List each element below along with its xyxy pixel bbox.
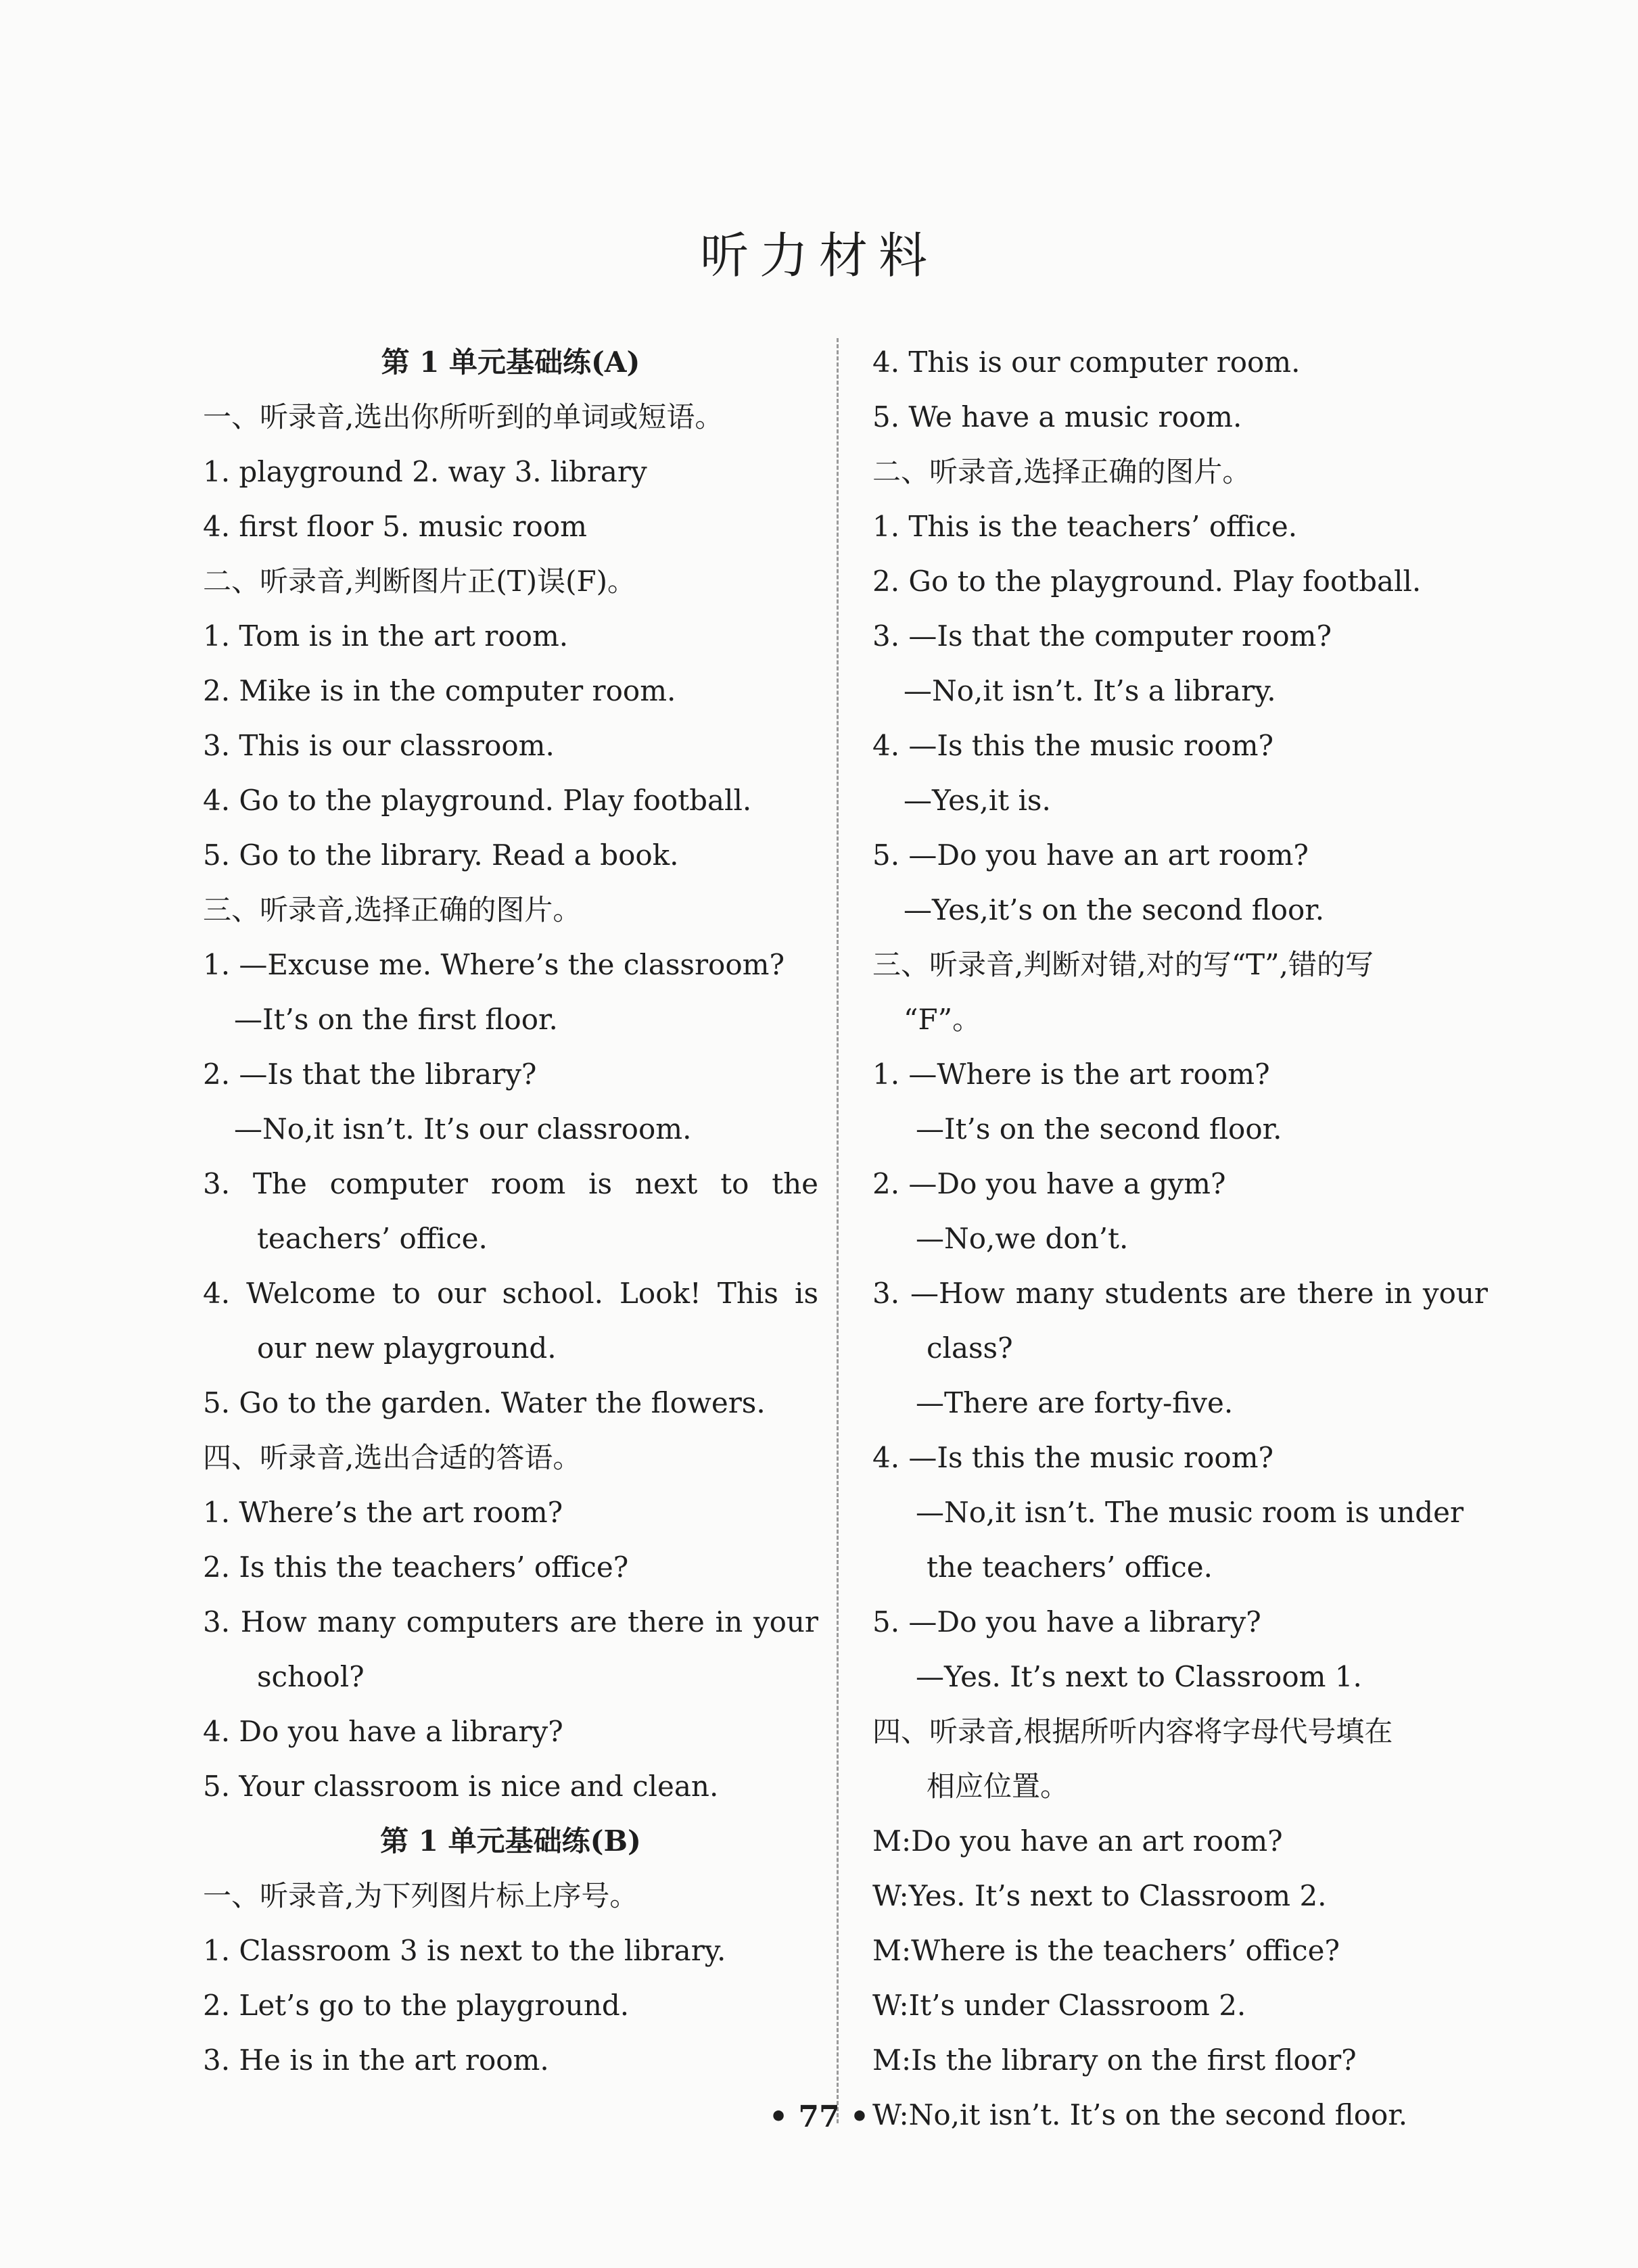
text-line: 4. —Is this the music room? <box>872 729 1274 762</box>
text-line: “F”。 <box>904 1003 981 1036</box>
text-line: class? <box>927 1331 1013 1365</box>
text-line: 1. playground 2. way 3. library <box>203 455 647 488</box>
page-title: 听力材料 <box>699 227 938 284</box>
exercise-instruction: 三、听录音,选择正确的图片。 <box>203 893 582 926</box>
exercise-instruction: 四、听录音,选出合适的答语。 <box>203 1441 582 1474</box>
text-line: M:Where is the teachers’ office? <box>872 1934 1340 1967</box>
text-line: —No,we don’t. <box>916 1222 1129 1255</box>
exercise-instruction: 一、听录音,选出你所听到的单词或短语。 <box>203 400 724 433</box>
text-line: —No,it isn’t. It’s a library. <box>904 674 1276 707</box>
text-line: 5. —Do you have an art room? <box>872 838 1309 872</box>
text-line: teachers’ office. <box>257 1222 488 1255</box>
text-line: 3. —Is that the computer room? <box>872 619 1332 653</box>
text-line: 4. Go to the playground. Play football. <box>203 784 752 817</box>
text-line: 5. Go to the garden. Water the flowers. <box>203 1386 766 1419</box>
text-line: 1. Where’s the art room? <box>203 1496 563 1529</box>
text-line: —There are forty-five. <box>916 1386 1234 1419</box>
page-number: • 77 • <box>768 2100 870 2134</box>
text-line: 5. Your classroom is nice and clean. <box>203 1770 719 1803</box>
text-line: W:Yes. It’s next to Classroom 2. <box>872 1879 1327 1912</box>
text-line: 3. He is in the art room. <box>203 2043 549 2077</box>
text-line: 4. Welcome to our school. Look! This is <box>203 1277 818 1310</box>
text-line: 2. —Do you have a gym? <box>872 1167 1226 1200</box>
column-divider <box>837 338 839 2123</box>
text-line: —It’s on the first floor. <box>234 1003 558 1036</box>
text-line: 1. —Excuse me. Where’s the classroom? <box>203 948 785 981</box>
section-heading: 第 1 单元基础练(A) <box>381 346 640 379</box>
text-line: 相应位置。 <box>927 1770 1069 1803</box>
text-line: the teachers’ office. <box>927 1551 1213 1584</box>
text-line: —It’s on the second floor. <box>916 1112 1282 1145</box>
text-line: —Yes,it is. <box>904 784 1051 817</box>
text-line: 3. How many computers are there in your <box>203 1605 818 1638</box>
text-line: 4. This is our computer room. <box>872 346 1301 379</box>
text-line: 2. —Is that the library? <box>203 1058 537 1091</box>
text-line: our new playground. <box>257 1331 557 1365</box>
section-heading: 第 1 单元基础练(B) <box>380 1824 641 1858</box>
text-line: 5. Go to the library. Read a book. <box>203 838 679 872</box>
text-line: 4. —Is this the music room? <box>872 1441 1274 1474</box>
text-line: 2. Go to the playground. Play football. <box>872 565 1422 598</box>
text-line: 2. Mike is in the computer room. <box>203 674 676 707</box>
text-line: 4. first floor 5. music room <box>203 510 587 543</box>
text-line: school? <box>257 1660 365 1693</box>
text-line: —No,it isn’t. It’s our classroom. <box>234 1112 692 1145</box>
text-line: 2. Let’s go to the playground. <box>203 1989 630 2022</box>
text-line: W:It’s under Classroom 2. <box>872 1989 1246 2022</box>
exercise-instruction: 二、听录音,判断图片正(T)误(F)。 <box>203 565 636 598</box>
text-line: —No,it isn’t. The music room is under <box>916 1496 1464 1529</box>
text-line: —Yes,it’s on the second floor. <box>904 893 1325 926</box>
text-line: 5. —Do you have a library? <box>872 1605 1261 1638</box>
text-line: 2. Is this the teachers’ office? <box>203 1551 629 1584</box>
exercise-instruction: 四、听录音,根据所听内容将字母代号填在 <box>872 1715 1393 1748</box>
text-line: M:Do you have an art room? <box>872 1824 1283 1858</box>
text-line: —Yes. It’s next to Classroom 1. <box>916 1660 1362 1693</box>
right-column <box>872 335 1488 2142</box>
exercise-instruction: 一、听录音,为下列图片标上序号。 <box>203 1879 638 1912</box>
exercise-instruction: 三、听录音,判断对错,对的写“T”,错的写 <box>872 948 1374 981</box>
text-line: 3. This is our classroom. <box>203 729 555 762</box>
text-line: 5. We have a music room. <box>872 400 1242 433</box>
exercise-instruction: 二、听录音,选择正确的图片。 <box>872 455 1251 488</box>
text-line: 3. The computer room is next to the <box>203 1167 818 1200</box>
text-line: 3. —How many students are there in your <box>872 1277 1488 1310</box>
text-line: 1. This is the teachers’ office. <box>872 510 1298 543</box>
text-line: M:Is the library on the first floor? <box>872 2043 1357 2077</box>
text-line: 1. Tom is in the art room. <box>203 619 569 653</box>
text-line: 1. Classroom 3 is next to the library. <box>203 1934 726 1967</box>
text-line: W:No,it isn’t. It’s on the second floor. <box>872 2098 1408 2131</box>
left-column <box>203 335 818 2087</box>
text-line: 4. Do you have a library? <box>203 1715 563 1748</box>
text-line: 1. —Where is the art room? <box>872 1058 1270 1091</box>
